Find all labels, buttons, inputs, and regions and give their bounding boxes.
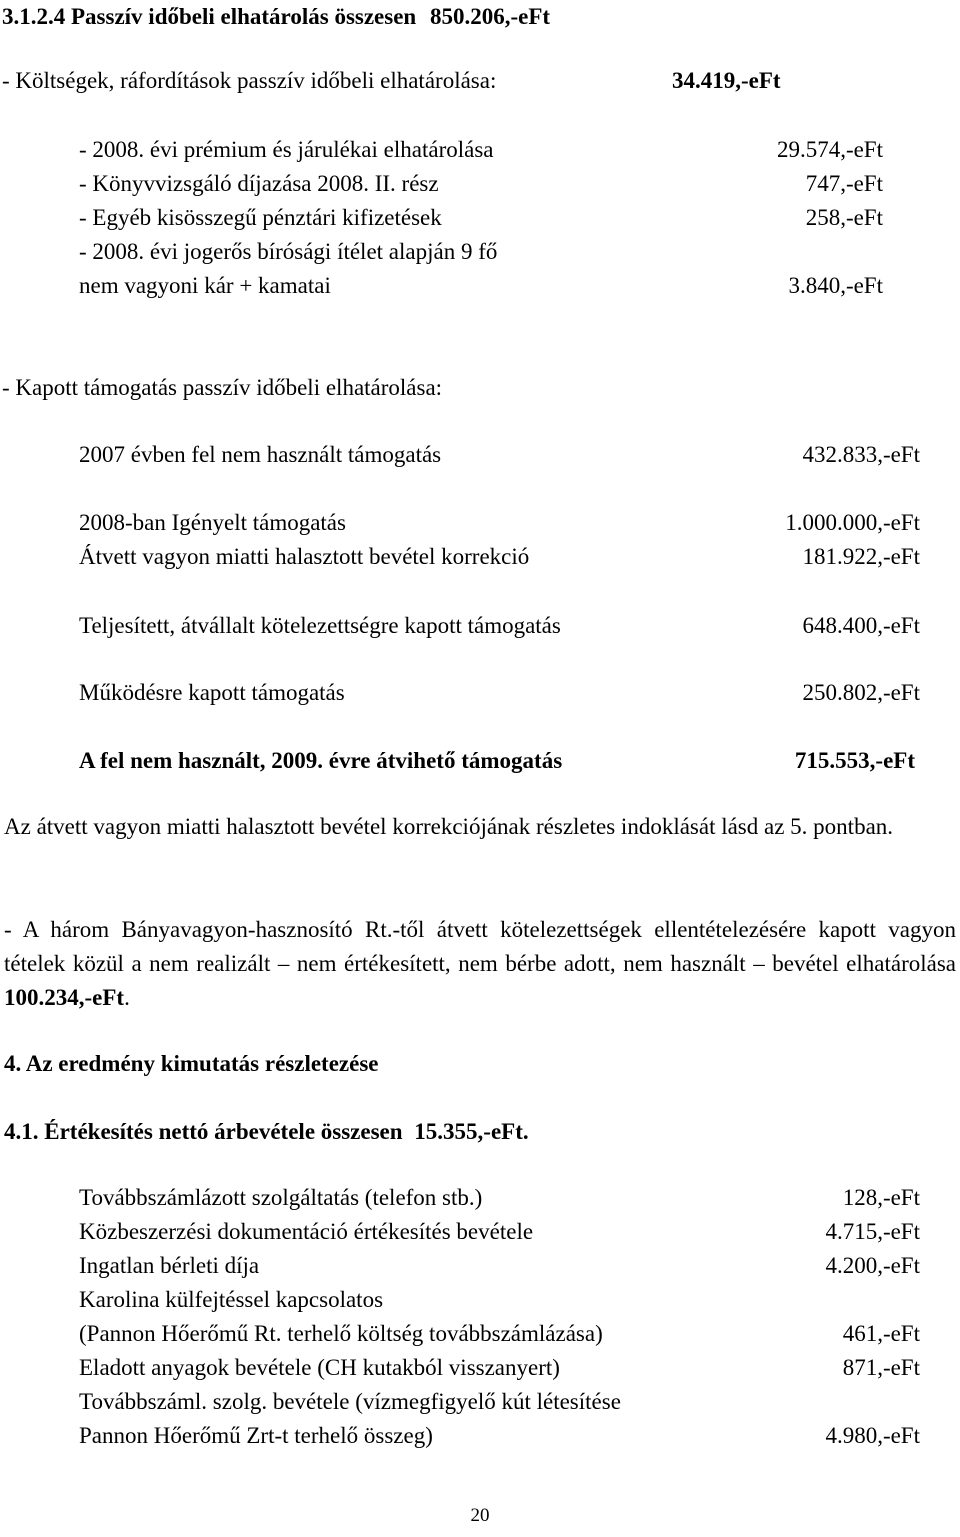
income-heading: 4. Az eredmény kimutatás részletezése: [4, 1051, 379, 1076]
revenue-item-label-continued: (Pannon Hőerőmű Rt. terhelő költség továbbszámlázása): [79, 1321, 603, 1346]
section-heading-total: 850.206,-eFt: [429, 4, 551, 29]
grant-item-label: Átvett vagyon miatti halasztott bevétel korrekció: [79, 544, 530, 569]
note-paragraph: Az átvett vagyon miatti halasztott bevétel korrekciójának részletes indoklását lásd az 5. pontban.: [4, 814, 894, 839]
grant-item-label: 2007 évben fel nem használt támogatás: [79, 442, 442, 467]
list-item-value: 258,-eFt: [805, 205, 883, 230]
grant-item-value: 1.000.000,-eFt: [785, 510, 920, 535]
cost-accrual-label: - Költségek, ráfordítások passzív időbeli elhatárolása:: [2, 68, 497, 93]
grant-item-value: 250.802,-eFt: [802, 680, 920, 705]
list-item-label: - Egyéb kisösszegű pénztári kifizetések: [79, 205, 442, 230]
grant-total-label: A fel nem használt, 2009. évre átvihető támogatás: [79, 748, 563, 773]
banya-amount: 100.234,-eFt: [4, 985, 125, 1010]
grant-item-value: 432.833,-eFt: [802, 442, 920, 467]
grant-accrual-label: - Kapott támogatás passzív időbeli elhatárolása:: [2, 375, 443, 400]
revenue-item-value: 4.200,-eFt: [825, 1253, 920, 1278]
revenue-heading-label: 4.1. Értékesítés nettó árbevétele összesen: [4, 1119, 403, 1144]
grant-item-value: 648.400,-eFt: [802, 613, 920, 638]
section-heading: [2, 3, 550, 31]
list-item-value: 747,-eFt: [805, 171, 883, 196]
grant-item-label: Működésre kapott támogatás: [79, 680, 345, 705]
revenue-item-label: Továbbszáml. szolg. bevétele (vízmegfigyelő kút létesítése: [79, 1389, 621, 1414]
revenue-item-value: 128,-eFt: [842, 1185, 920, 1210]
list-item-label: - 2008. évi prémium és járulékai elhatárolása: [79, 137, 494, 162]
revenue-item-label: Karolina külfejtéssel kapcsolatos: [79, 1287, 384, 1312]
revenue-item-label-continued: Pannon Hőerőmű Zrt-t terhelő összeg): [79, 1423, 433, 1448]
revenue-item-value: 871,-eFt: [842, 1355, 920, 1380]
list-item-label-continued: nem vagyoni kár + kamatai: [79, 273, 331, 298]
page-number: 20: [470, 1505, 490, 1526]
revenue-item-value: 4.980,-eFt: [825, 1423, 920, 1448]
list-item-value: 3.840,-eFt: [788, 273, 883, 298]
revenue-item-value: 461,-eFt: [842, 1321, 920, 1346]
revenue-item-label: Ingatlan bérleti díja: [79, 1253, 260, 1278]
list-item-label: - 2008. évi jogerős bírósági ítélet alapján 9 fő: [79, 239, 498, 264]
grant-item-label: Teljesített, átvállalt kötelezettségre kapott támogatás: [79, 613, 561, 638]
banya-paragraph: [4, 913, 956, 1015]
grant-item-label: 2008-ban Igényelt támogatás: [79, 510, 346, 535]
list-item-value: 29.574,-eFt: [776, 137, 883, 162]
banya-end: .: [124, 985, 130, 1010]
grant-item-value: 181.922,-eFt: [802, 544, 920, 569]
revenue-heading: [4, 1118, 529, 1146]
revenue-item-label: Közbeszerzési dokumentáció értékesítés bevétele: [79, 1219, 534, 1244]
list-item-label: - Könyvvizsgáló díjazása 2008. II. rész: [79, 171, 439, 196]
grant-total-value: 715.553,-eFt: [794, 748, 915, 773]
revenue-heading-total: 15.355,-eFt.: [414, 1119, 529, 1144]
revenue-item-label: Eladott anyagok bevétele (CH kutakból visszanyert): [79, 1355, 560, 1380]
revenue-item-value: 4.715,-eFt: [825, 1219, 920, 1244]
cost-accrual-value: 34.419,-eFt: [672, 68, 781, 93]
section-heading-label: 3.1.2.4 Passzív időbeli elhatárolás összesen: [2, 4, 417, 29]
revenue-item-label: Továbbszámlázott szolgáltatás (telefon stb.): [79, 1185, 483, 1210]
banya-text: - A három Bányavagyon-hasznosító Rt.-től átvett kötelezettségek ellentételezésére kapott vagyon tételek közül a nem realizált – nem értékesített, nem bérbe adott, nem használt – bevétel elhatárolása: [4, 917, 956, 976]
